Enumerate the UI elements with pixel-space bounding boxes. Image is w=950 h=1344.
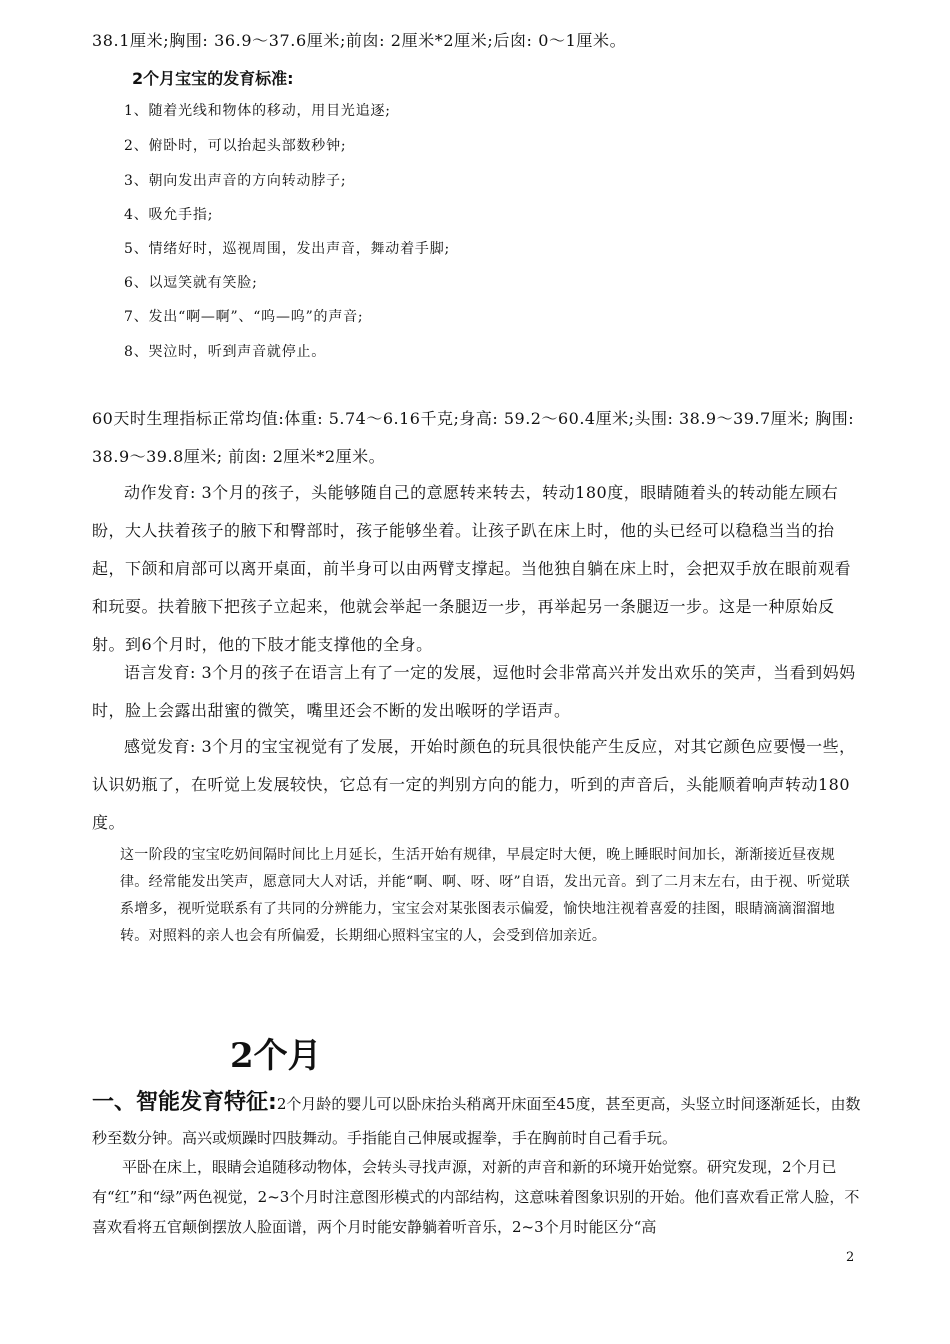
standards-title: 2个月宝宝的发育标准:	[132, 69, 294, 88]
standard-item: 4、吸允手指;	[124, 207, 214, 223]
feature-paragraph	[92, 1086, 862, 1155]
standard-item: 8、哭泣时，听到声音就停止。	[124, 344, 327, 360]
measurements-line: 38.1厘米;胸围: 36.9～37.6厘米;前囱: 2厘米*2厘米;后囱: 0～1厘米。	[92, 31, 627, 50]
stage-note-paragraph	[120, 842, 860, 950]
motor-paragraph	[92, 474, 862, 664]
feature-text-2: 平卧在床上，眼睛会追随移动物体，会转头寻找声源，对新的声音和新的环境开始觉察。研究发现，2个月已有“红”和“绿”两色视觉，2~3个月时注意图形模式的内部结构，这意味着图象识别的开始。他们喜欢看正常人脸，不喜欢看将五官颠倒摆放人脸面谱，两个月时能安静躺着听音乐，2~3个月时能区分“高	[92, 1158, 860, 1236]
page-number: 2	[846, 1250, 855, 1265]
motor-text: 动作发育: 3个月的孩子，头能够随自己的意愿转来转去，转动180度，眼睛随着头的转动能左顾右盼，大人扶着孩子的腋下和臀部时，孩子能够坐着。让孩子趴在床上时，他的头已经可以稳稳当当的抬起，下颌和肩部可以离开桌面，前半身可以由两臂支撑起。当他独自躺在床上时，会把双手放在眼前观看和玩耍。扶着腋下把孩子立起来，他就会举起一条腿迈一步，再举起另一条腿迈一步。这是一种原始反射。到6个月时，他的下肢才能支撑他的全身。	[92, 483, 852, 654]
indicators-paragraph	[92, 400, 862, 476]
standard-item: 6、以逗笑就有笑脸;	[124, 275, 258, 291]
feature-heading: 一、智能发育特征:	[92, 1090, 277, 1115]
sensory-text: 感觉发育: 3个月的宝宝视觉有了发展，开始时颜色的玩具很快能产生反应，对其它颜色应要慢一些，认识奶瓶了，在听觉上发展较快，它总有一定的判别方向的能力，听到的声音后，头能顺着响声转动180度。	[92, 737, 856, 832]
language-text: 语言发育: 3个月的孩子在语言上有了一定的发展，逗他时会非常高兴并发出欢乐的笑声，当看到妈妈时，脸上会露出甜蜜的微笑，嘴里还会不断的发出喉呀的学语声。	[92, 663, 856, 720]
stage-note-text: 这一阶段的宝宝吃奶间隔时间比上月延长，生活开始有规律，早晨定时大便，晚上睡眠时间加长，渐渐接近昼夜规律。经常能发出笑声，愿意同大人对话，并能“啊、啊、呀、呀”自语，发出元音。到了二月末左右，由于视、听觉联系增多，视听觉联系有了共同的分辨能力，宝宝会对某张图表示偏爱，愉快地注视着喜爱的挂图，眼睛滴滴溜溜地转。对照料的亲人也会有所偏爱，长期细心照料宝宝的人，会受到倍加亲近。	[120, 847, 850, 944]
standard-item: 7、发出“啊—啊”、“呜—呜”的声音;	[124, 309, 364, 325]
language-paragraph	[92, 654, 862, 730]
sensory-paragraph	[92, 728, 862, 842]
standard-item: 1、随着光线和物体的移动，用目光追逐;	[124, 103, 391, 119]
feature-text: 2个月龄的婴儿可以卧床抬头稍离开床面至45度，甚至更高，头竖立时间逐渐延长，由数秒至数分钟。高兴或烦躁时四肢舞动。手指能自己伸展或握拳，手在胸前时自己看手玩。	[92, 1095, 861, 1147]
standard-item: 5、情绪好时，巡视周围，发出声音，舞动着手脚;	[124, 241, 451, 257]
indicators-text: 60天时生理指标正常均值:体重: 5.74～6.16千克;身高: 59.2～60.4厘米;头围: 38.9～39.7厘米; 胸围: 38.9～39.8厘米; 前囱: 2厘米*2厘米。	[92, 409, 855, 466]
standard-item: 2、俯卧时，可以抬起头部数秒钟;	[124, 138, 347, 154]
section-title: 2个月	[230, 1036, 322, 1076]
feature-paragraph-2	[92, 1152, 862, 1242]
standard-item: 3、朝向发出声音的方向转动脖子;	[124, 173, 347, 189]
